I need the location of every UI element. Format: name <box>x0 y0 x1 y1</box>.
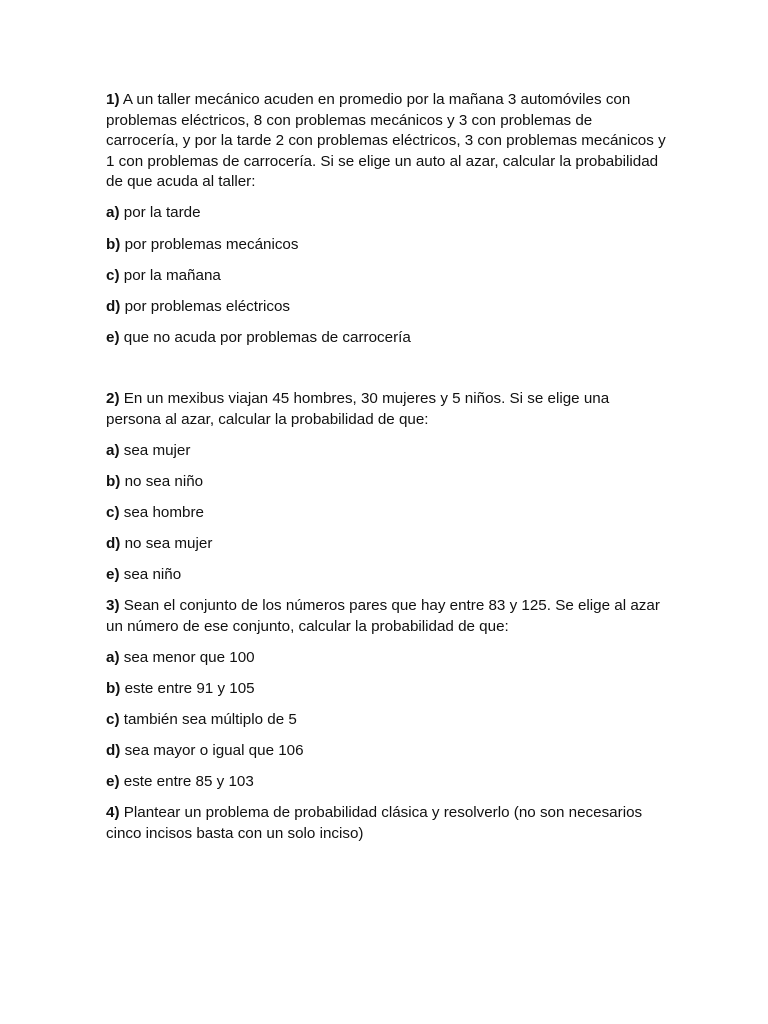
question-1-text: A un taller mecánico acuden en promedio por la mañana 3 automóviles con problemas eléctricos, 8 con problemas mecánicos y 3 con problemas de carrocería, y por la tarde 2 con problemas eléctricos, 3 con problemas mecánicos y 1 con problemas de carrocería. Si se elige un auto al azar, calcular la probabilidad de que acuda al taller: <box>106 91 666 191</box>
document-page <box>106 90 666 844</box>
question-3-text: Sean el conjunto de los números pares que hay entre 83 y 125. Se elige al azar un número de ese conjunto, calcular la probabilidad de que: <box>106 597 660 635</box>
item-text: por problemas eléctricos <box>124 297 291 315</box>
item-letter: c) <box>106 710 120 728</box>
question-4-statement <box>106 803 666 844</box>
question-3-item-d <box>106 741 666 762</box>
item-text: sea hombre <box>123 503 204 521</box>
question-1-item-e <box>106 328 666 349</box>
question-2-item-a <box>106 441 666 462</box>
question-3-number: 3) <box>106 597 120 615</box>
item-letter: a) <box>106 204 120 222</box>
question-2-text: En un mexibus viajan 45 hombres, 30 mujeres y 5 niños. Si se elige una persona al azar, calcular la probabilidad de que: <box>106 389 610 428</box>
item-letter: d) <box>106 742 121 760</box>
question-3-item-e <box>106 772 666 793</box>
question-2-item-e <box>106 565 666 586</box>
question-3-item-c <box>106 710 666 731</box>
item-letter: d) <box>106 534 121 552</box>
item-letter: e) <box>106 566 120 583</box>
item-letter: e) <box>106 328 120 346</box>
item-text: también sea múltiplo de 5 <box>123 710 297 728</box>
question-1-item-b <box>106 235 666 256</box>
question-2-item-d <box>106 534 666 555</box>
question-1-number: 1) <box>106 91 120 108</box>
item-letter: b) <box>106 235 121 253</box>
item-text: sea mayor o igual que 106 <box>124 742 304 760</box>
question-1-statement <box>106 90 666 193</box>
item-text: que no acuda por problemas de carrocería <box>123 328 411 346</box>
item-text: por la mañana <box>123 266 221 284</box>
item-text: sea niño <box>123 566 182 583</box>
item-text: sea menor que 100 <box>123 648 255 666</box>
item-text: sea mujer <box>123 441 191 459</box>
item-letter: a) <box>106 441 120 459</box>
item-letter: d) <box>106 297 121 315</box>
item-text: este entre 91 y 105 <box>124 679 255 697</box>
item-letter: b) <box>106 679 121 697</box>
item-text: este entre 85 y 103 <box>123 773 254 791</box>
question-4-number: 4) <box>106 804 120 822</box>
item-letter: e) <box>106 773 120 791</box>
question-2-statement <box>106 389 666 430</box>
item-letter: c) <box>106 266 120 284</box>
item-letter: a) <box>106 648 120 666</box>
item-text: no sea niño <box>124 472 204 490</box>
item-text: por la tarde <box>123 204 201 222</box>
question-4-text: Plantear un problema de probabilidad clásica y resolverlo (no son necesarios cinco incisos basta con un solo inciso) <box>106 804 643 842</box>
item-letter: b) <box>106 472 121 490</box>
question-2-item-b <box>106 472 666 493</box>
item-letter: c) <box>106 503 120 521</box>
question-1-item-d <box>106 297 666 318</box>
question-1-item-c <box>106 266 666 287</box>
item-text: no sea mujer <box>124 534 213 552</box>
question-1-item-a <box>106 203 666 224</box>
question-3-item-a <box>106 648 666 669</box>
question-3-item-b <box>106 679 666 700</box>
question-2-item-c <box>106 503 666 524</box>
question-2-number: 2) <box>106 389 120 407</box>
item-text: por problemas mecánicos <box>124 235 299 253</box>
question-3-statement <box>106 596 666 637</box>
